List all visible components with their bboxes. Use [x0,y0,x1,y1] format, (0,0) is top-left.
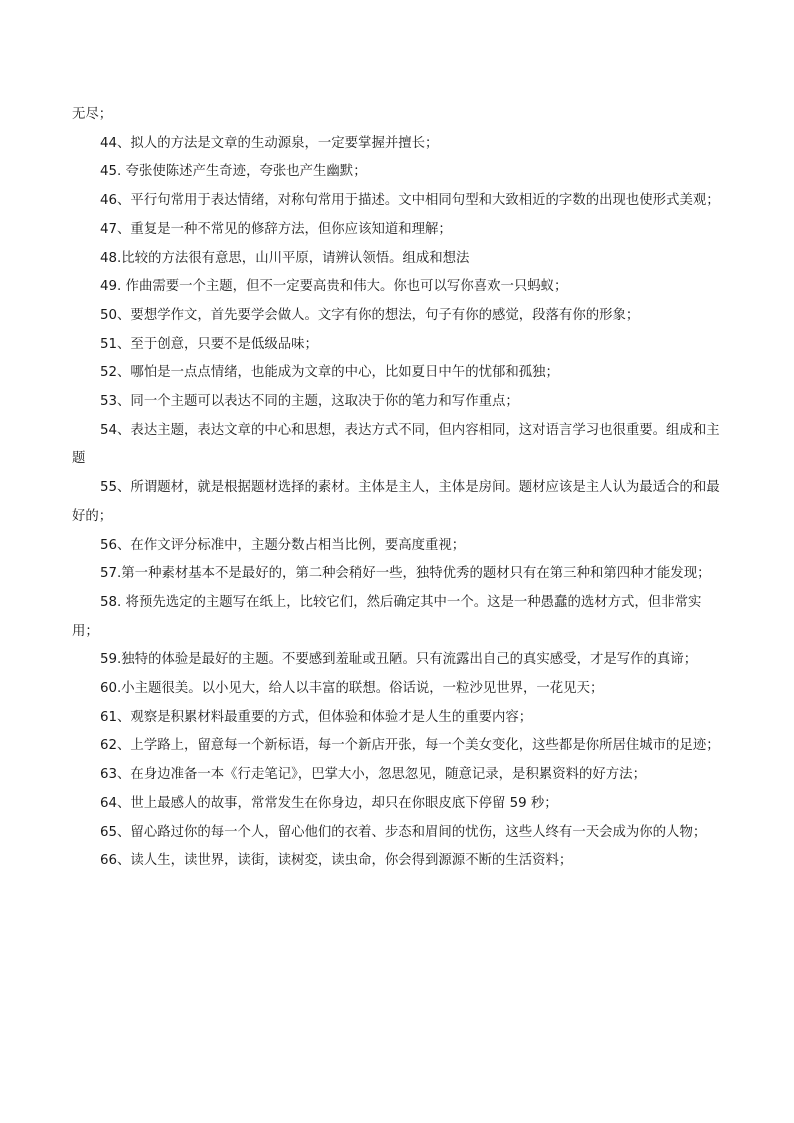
paragraph-58: 58. 将预先选定的主题写在纸上，比较它们，然后确定其中一个。这是一种愚蠢的选材方式，但非常实用； [72,594,702,639]
paragraph-49: 49. 作曲需要一个主题，但不一定要高贵和伟大。你也可以写你喜欢一只蚂蚁； [100,279,568,295]
paragraph-47: 47、重复是一种不常见的修辞方法，但你应该知道和理解； [100,221,452,237]
paragraph-56: 56、在作文评分标准中，主题分数占相当比例，要高度重视； [100,537,466,553]
paragraph-48: 48.比较的方法很有意思，山川平原，请辨认领悟。组成和想法 [100,250,470,266]
paragraph-59: 59.独特的体验是最好的主题。不要感到羞耻或丑陋。只有流露出自己的真实感受，才是写作的真谛； [100,652,698,668]
paragraph-61: 61、观察是积累材料最重要的方式，但体验和体验才是人生的重要内容； [100,709,533,725]
paragraph-63: 63、在身边准备一本《行走笔记》，巴掌大小，忽思忽见，随意记录，是积累资料的好方法； [100,767,646,783]
paragraph-57: 57.第一种素材基本不是最好的，第二种会稍好一些，独特优秀的题材只有在第三种和第四种才能发现； [100,566,711,582]
paragraph-50: 50、要想学作文，首先要学会做人。文字有你的想法，句子有你的感觉，段落有你的形象； [100,307,640,323]
paragraph-55: 55、所谓题材，就是根据题材选择的素材。主体是主人，主体是房间。题材应该是主人认为最适合的和最好的； [72,480,720,524]
paragraph-44: 44、拟人的方法是文章的生动源泉，一定要掌握并擅长； [100,135,439,151]
paragraph-46: 46、平行句常用于表达情绪，对称句常用于描述。文中相同句型和大致相近的字数的出现也使形式美观； [100,193,720,209]
paragraph-45: 45. 夸张使陈述产生奇迹，夸张也产生幽默； [100,164,367,180]
paragraph-65: 65、留心路过你的每一个人，留心他们的衣着、步态和眉间的忧伤，这些人终有一天会成为你的人物； [100,824,707,840]
paragraph-54: 54、表达主题，表达文章的中心和思想，表达方式不同，但内容相同，这对语言学习也很重要。组成和主题 [72,422,720,467]
paragraph-continuation: 无尽； [72,107,113,122]
paragraph-62: 62、上学路上，留意每一个新标语，每一个新店开张，每一个美女变化，这些都是你所居住城市的足迹； [100,738,720,754]
paragraph-60: 60.小主题很美。以小见大，给人以丰富的联想。俗话说，一粒沙见世界，一花见天； [100,681,604,697]
paragraph-51: 51、至于创意，只要不是低级品味； [100,336,318,352]
paragraph-53: 53、同一个主题可以表达不同的主题，这取决于你的笔力和写作重点； [100,394,519,410]
document-body [72,101,724,876]
paragraph-64: 64、世上最感人的故事，常常发生在你身边，却只在你眼皮底下停留 59 秒； [100,795,558,811]
paragraph-52: 52、哪怕是一点点情绪，也能成为文章的中心，比如夏日中午的忧郁和孤独； [100,365,559,381]
paragraph-66: 66、读人生，读世界，读街，读树変，读虫命，你会得到源源不断的生活资料； [100,853,573,869]
